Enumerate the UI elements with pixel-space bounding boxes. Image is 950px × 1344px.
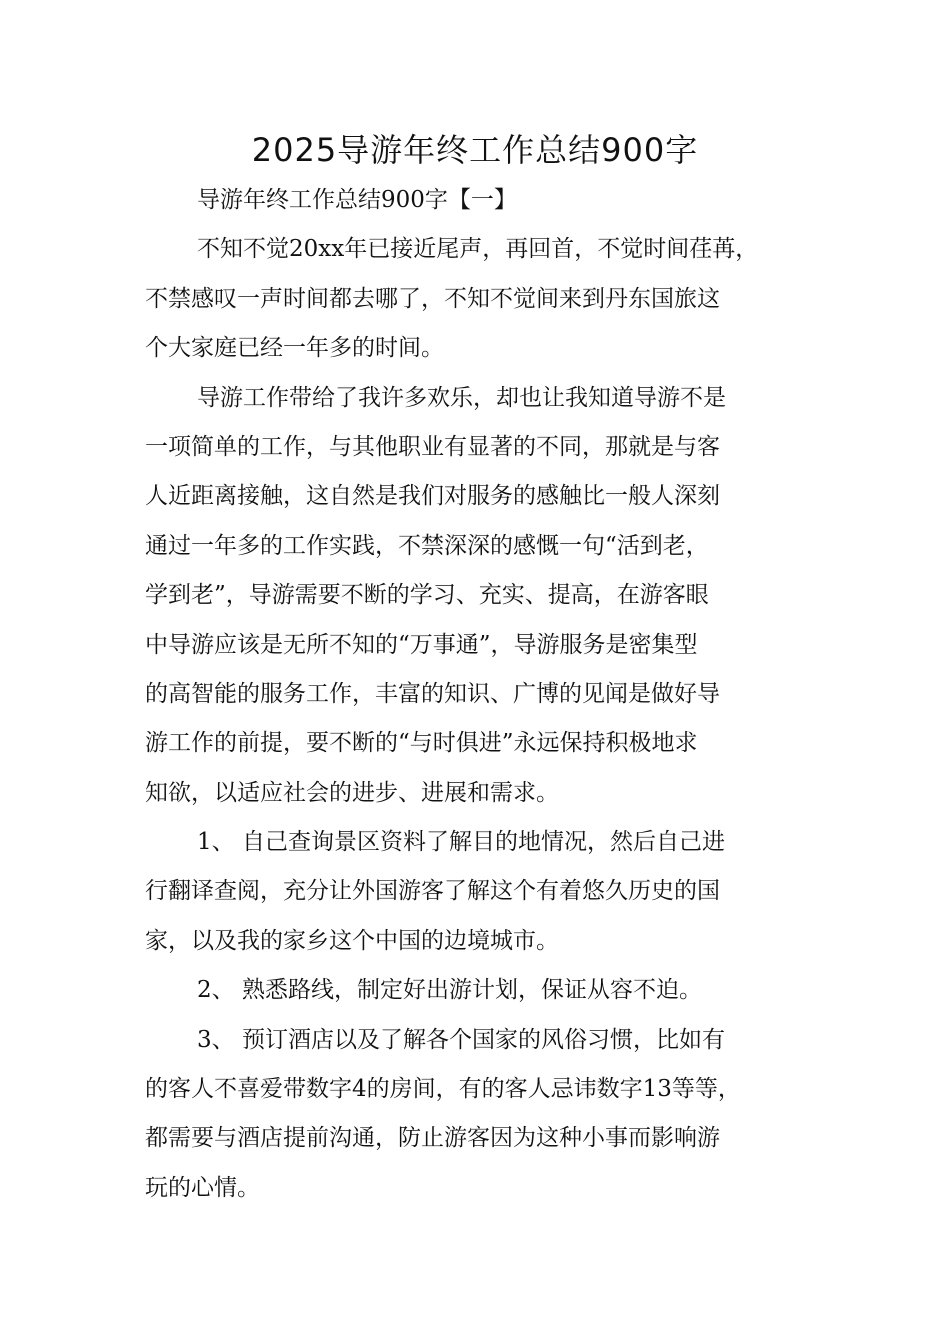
list-item-1: 1、 自己查询景区资料了解目的地情况，然后自己进 (197, 829, 725, 856)
paragraph-line: 不禁感叹一声时间都去哪了，不知不觉间来到丹东国旅这 (145, 285, 720, 312)
paragraph-line: 一项简单的工作，与其他职业有显著的不同，那就是与客 (145, 433, 720, 460)
document-title: 2025导游年终工作总结900字 (251, 131, 699, 169)
paragraph-line: 导游工作带给了我许多欢乐，却也让我知道导游不是 (197, 384, 726, 411)
document-body (145, 176, 835, 1213)
paragraph-line: 知欲，以适应社会的进步、进展和需求。 (145, 779, 559, 806)
paragraph-line: 人近距离接触，这自然是我们对服务的感触比一般人深刻 (145, 483, 720, 510)
paragraph-line: 的高智能的服务工作，丰富的知识、广博的见闻是做好导 (145, 680, 720, 707)
paragraph-line: 玩的心情。 (145, 1174, 260, 1201)
paragraph-line: 个大家庭已经一年多的时间。 (145, 335, 444, 362)
paragraph-line: 都需要与酒店提前沟通，防止游客因为这种小事而影响游 (145, 1125, 720, 1152)
paragraph-line: 游工作的前提，要不断的“与时俱进”永远保持积极地求 (145, 730, 698, 757)
paragraph-line: 学到老”，导游需要不断的学习、充实、提高，在游客眼 (145, 582, 709, 609)
paragraph-line: 通过一年多的工作实践，不禁深深的感慨一句“活到老， (145, 532, 709, 559)
paragraph-line: 家，以及我的家乡这个中国的边境城市。 (145, 927, 559, 954)
paragraph-line: 中导游应该是无所不知的“万事通”，导游服务是密集型 (145, 631, 698, 658)
paragraph-line: 行翻译查阅，充分让外国游客了解这个有着悠久历史的国 (145, 878, 720, 905)
list-item-3: 3、 预订酒店以及了解各个国家的风俗习惯，比如有 (197, 1026, 725, 1053)
section-heading: 导游年终工作总结900字【一】 (197, 187, 517, 213)
paragraph-line: 的客人不喜爱带数字4的房间，有的客人忌讳数字13等等， (145, 1076, 741, 1103)
paragraph-line: 不知不觉20xx年已接近尾声，再回首，不觉时间荏苒， (197, 236, 759, 263)
list-item-2: 2、 熟悉路线，制定好出游计划，保证从容不迫。 (197, 977, 702, 1004)
